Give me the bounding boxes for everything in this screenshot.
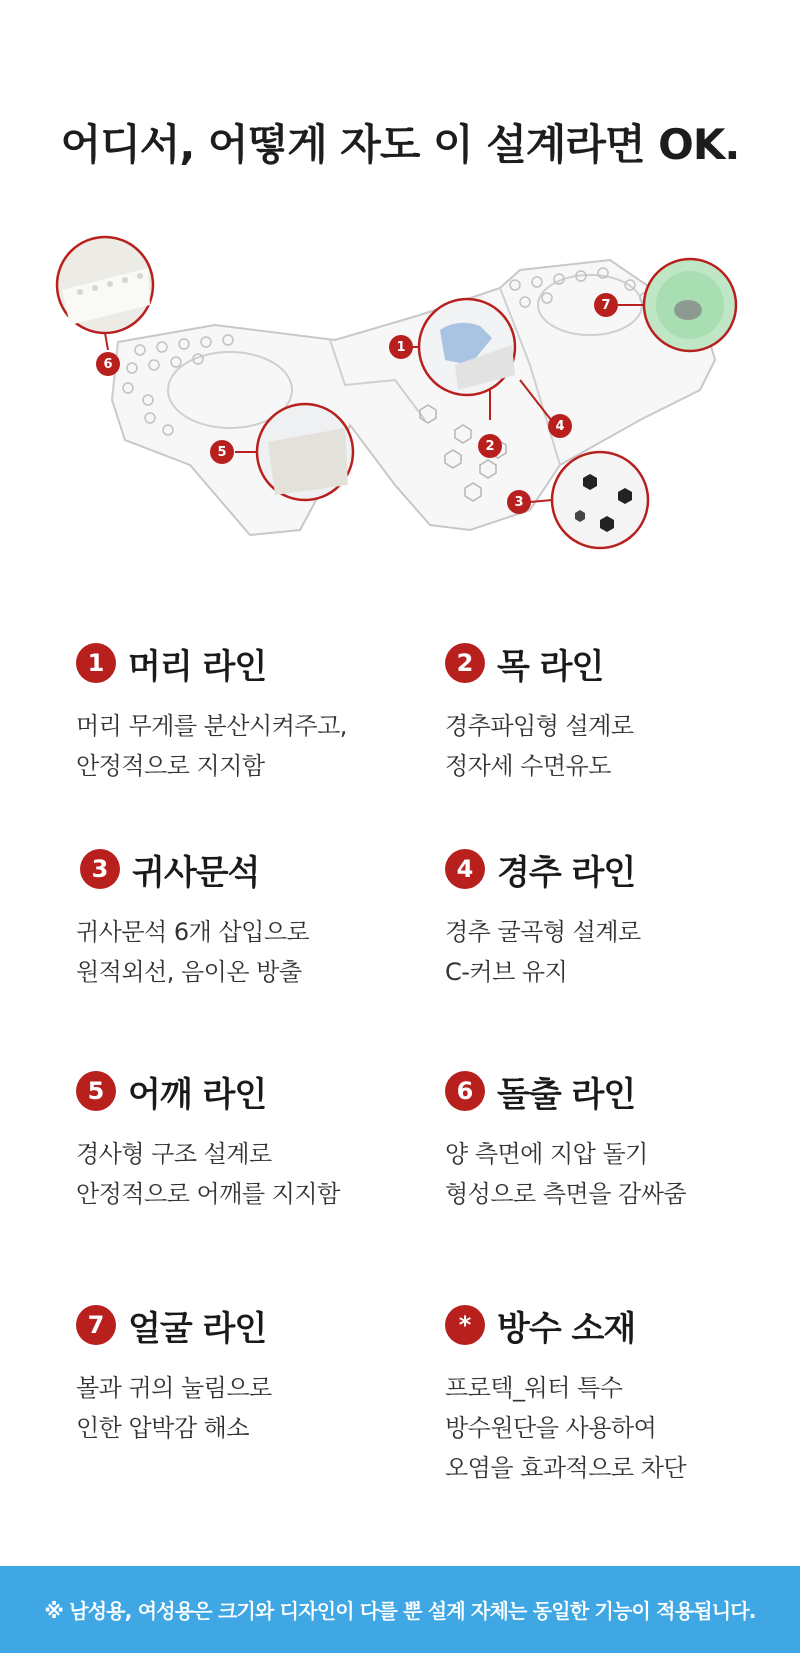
feature-badge: 6	[445, 1071, 485, 1111]
feature-face-line	[76, 1302, 416, 1448]
feature-title: 머리 라인	[128, 646, 267, 687]
feature-waterproof	[445, 1302, 785, 1488]
feature-description	[76, 1368, 416, 1448]
diagram-badge-5: 5	[210, 440, 234, 464]
feature-badge: 1	[76, 643, 116, 683]
feature-title: 목 라인	[497, 646, 604, 687]
feature-badge: 2	[445, 643, 485, 683]
feature-badge: 5	[76, 1071, 116, 1111]
zoom-circle-6	[57, 237, 153, 350]
feature-desc-line: 형성으로 측면을 감싸줌	[445, 1180, 687, 1208]
feature-description	[76, 912, 420, 992]
feature-desc-line: 머리 무게를 분산시켜주고,	[76, 712, 347, 740]
feature-shoulder-line	[76, 1068, 416, 1214]
diagram-badge-7: 7	[594, 293, 618, 317]
feature-desc-line: 오염을 효과적으로 차단	[445, 1454, 687, 1482]
feature-desc-line: 정자세 수면유도	[445, 752, 611, 780]
feature-desc-line: 프로텍_워터 특수	[445, 1374, 623, 1402]
feature-description	[445, 1134, 785, 1214]
feature-title: 귀사문석	[132, 852, 260, 893]
page-title: 어디서, 어떻게 자도 이 설계라면 OK.	[60, 120, 740, 169]
feature-desc-line: 양 측면에 지압 돌기	[445, 1140, 648, 1168]
feature-description	[445, 706, 785, 786]
diagram-badge-6: 6	[96, 352, 120, 376]
feature-desc-line: 경추파임형 설계로	[445, 712, 634, 740]
diagram-badge-3: 3	[507, 490, 531, 514]
feature-desc-line: C-커브 유지	[445, 958, 568, 986]
footer-notice: ※ 남성용, 여성용은 크기와 디자인이 다를 뿐 설계 자체는 동일한 기능이 적용됩니다.	[0, 1566, 800, 1653]
pillow-diagram	[0, 230, 800, 600]
diagram-badge-2b: 2	[478, 434, 502, 458]
feature-title: 어깨 라인	[128, 1074, 267, 1115]
diagram-badge-4: 4	[548, 414, 572, 438]
feature-desc-line: 방수원단을 사용하여	[445, 1414, 657, 1442]
diagram-badge-1: 1	[389, 335, 413, 359]
feature-desc-line: 안정적으로 지지함	[76, 752, 265, 780]
feature-title: 방수 소재	[497, 1308, 636, 1349]
feature-cervical-line	[445, 846, 785, 992]
feature-title: 얼굴 라인	[128, 1308, 267, 1349]
feature-description	[76, 1134, 416, 1214]
feature-description	[445, 1368, 785, 1488]
feature-title: 돌출 라인	[497, 1074, 636, 1115]
feature-neck-line	[445, 640, 785, 786]
feature-description	[445, 912, 785, 992]
feature-badge: 4	[445, 849, 485, 889]
feature-serpentine	[76, 846, 420, 992]
feature-desc-line: 인한 압박감 해소	[76, 1414, 250, 1442]
feature-desc-line: 안정적으로 어깨를 지지함	[76, 1180, 340, 1208]
feature-desc-line: 원적외선, 음이온 방출	[76, 958, 302, 986]
feature-desc-line: 볼과 귀의 눌림으로	[76, 1374, 272, 1402]
feature-desc-line: 경추 굴곡형 설계로	[445, 918, 641, 946]
feature-badge: *	[445, 1305, 485, 1345]
feature-head-line	[76, 640, 416, 786]
feature-description	[76, 706, 416, 786]
feature-desc-line: 귀사문석 6개 삽입으로	[76, 918, 310, 946]
feature-badge: 7	[76, 1305, 116, 1345]
pillow-illustration	[0, 230, 800, 600]
feature-title: 경추 라인	[497, 852, 636, 893]
feature-desc-line: 경사형 구조 설계로	[76, 1140, 272, 1168]
feature-badge: 3	[80, 849, 120, 889]
feature-protrusion-line	[445, 1068, 785, 1214]
